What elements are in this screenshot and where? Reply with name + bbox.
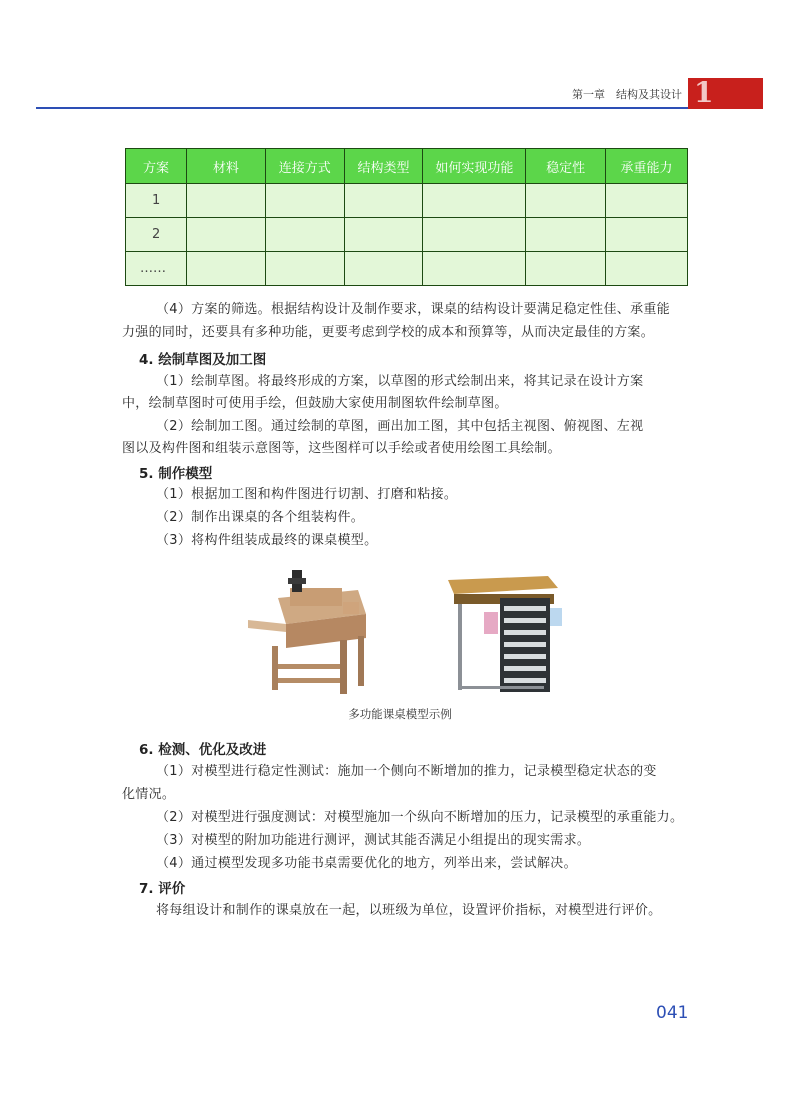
step-5-1: （1）根据加工图和构件图进行切割、打磨和粘接。 (156, 487, 458, 502)
section-heading-4: 4. 绘制草图及加工图 (139, 352, 267, 368)
design-plan-table (125, 148, 688, 286)
chapter-label: 第一章 结构及其设计 (572, 88, 682, 101)
column-header: 承重能力 (606, 149, 688, 184)
step-6-1-line2: 化情况。 (122, 787, 176, 802)
table-cell (265, 184, 344, 218)
shelf-desk-model (448, 576, 562, 692)
table-cell (526, 184, 606, 218)
step-6-1-line1: （1）对模型进行稳定性测试：施加一个侧向不断增加的推力，记录模型稳定状态的变 (156, 764, 657, 779)
column-header: 结构类型 (344, 149, 423, 184)
step-5-3: （3）将构件组装成最终的课桌模型。 (156, 533, 378, 548)
table-cell (606, 184, 688, 218)
table-cell (265, 252, 344, 286)
table-cell (423, 218, 526, 252)
desk-models-figure (248, 568, 568, 702)
table-cell (186, 252, 265, 286)
column-header: 连接方式 (265, 149, 344, 184)
step-4-2-line1: （2）绘制加工图。通过绘制的草图，画出加工图，其中包括主视图、俯视图、左视 (156, 419, 644, 434)
table-cell (606, 252, 688, 286)
section-heading-5: 5. 制作模型 (139, 466, 213, 482)
section-heading-6: 6. 检测、优化及改进 (139, 742, 267, 758)
paragraph-4-line1: （4）方案的筛选。根据结构设计及制作要求，课桌的结构设计要满足稳定性佳、承重能 (156, 302, 670, 317)
table-row (126, 252, 688, 286)
step-5-2: （2）制作出课桌的各个组装构件。 (156, 510, 365, 525)
table-cell: 1 (126, 184, 187, 218)
column-header: 方案 (126, 149, 187, 184)
step-4-1-line1: （1）绘制草图。将最终形成的方案，以草图的形式绘制出来，将其记录在设计方案 (156, 374, 644, 389)
table-cell (344, 184, 423, 218)
paragraph-4-line2: 力强的同时，还要具有多种功能，更要考虑到学校的成本和预算等，从而决定最佳的方案。 (122, 325, 655, 340)
table-cell (423, 184, 526, 218)
table-cell (423, 252, 526, 286)
column-header: 材料 (186, 149, 265, 184)
table-cell (606, 218, 688, 252)
step-6-4: （4）通过模型发现多功能书桌需要优化的地方，列举出来，尝试解决。 (156, 856, 577, 871)
table-cell (186, 184, 265, 218)
table-cell (265, 218, 344, 252)
table-cell (526, 218, 606, 252)
table-cell (344, 218, 423, 252)
table-row (126, 184, 688, 218)
column-header: 稳定性 (526, 149, 606, 184)
step-6-2: （2）对模型进行强度测试：对模型施加一个纵向不断增加的压力，记录模型的承重能力。 (156, 810, 684, 825)
chapter-number: 1 (694, 76, 714, 109)
column-header: 如何实现功能 (423, 149, 526, 184)
table-cell: 2 (126, 218, 187, 252)
table-header-row (126, 149, 688, 184)
section-heading-7: 7. 评价 (139, 881, 186, 897)
table-row (126, 218, 688, 252)
step-4-2-line2: 图以及构件图和组装示意图等，这些图样可以手绘或者使用绘图工具绘制。 (122, 441, 561, 456)
page-number: 041 (656, 1003, 689, 1023)
step-7: 将每组设计和制作的课桌放在一起，以班级为单位，设置评价指标，对模型进行评价。 (156, 903, 662, 918)
table-cell (186, 218, 265, 252)
step-6-3: （3）对模型的附加功能进行测评，测试其能否满足小组提出的现实需求。 (156, 833, 591, 848)
figure-caption: 多功能课桌模型示例 (348, 707, 452, 721)
cardboard-desk-model (248, 570, 366, 694)
table-cell (344, 252, 423, 286)
table-cell: …… (126, 252, 187, 286)
step-4-1-line2: 中，绘制草图时可使用手绘，但鼓励大家使用制图软件绘制草图。 (122, 396, 508, 411)
table-cell (526, 252, 606, 286)
header-rule (36, 107, 688, 109)
